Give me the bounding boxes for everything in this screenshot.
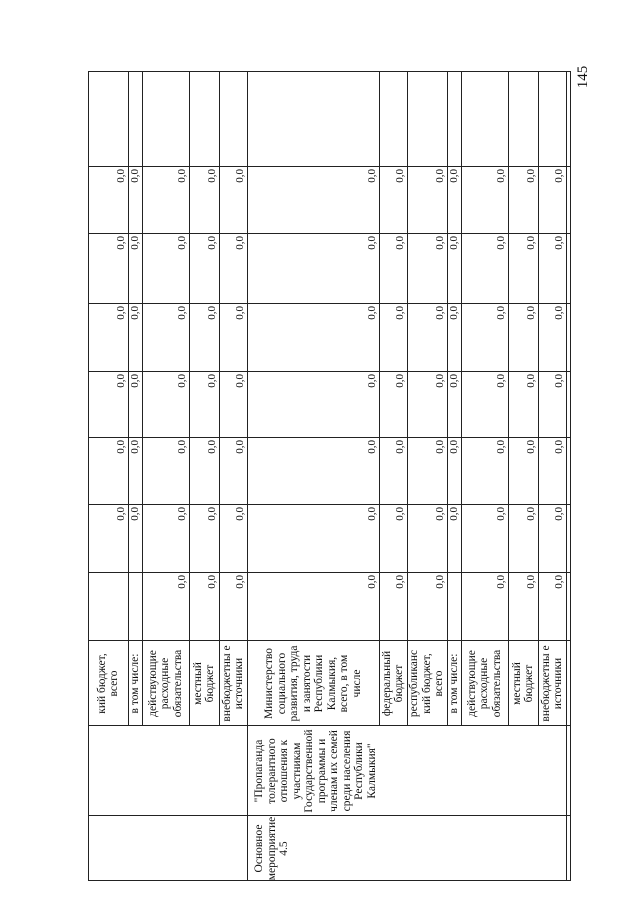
value-cell: 0,0: [525, 575, 537, 589]
value-cell: 0,0: [434, 440, 446, 454]
value-cell: 0,0: [129, 306, 141, 320]
value-cell: 0,0: [553, 374, 565, 388]
value-cell: 0,0: [394, 236, 406, 250]
value-cell: 0,0: [234, 169, 246, 183]
budget-table: [88, 72, 570, 881]
activity-title: "Пропаганда толерантного отношения к участникам Государственной программы и членам их семей среди населения Республики Калмыкия": [253, 729, 378, 813]
value-cell: 0,0: [553, 169, 565, 183]
value-cell: 0,0: [394, 306, 406, 320]
table-hline: [538, 72, 539, 726]
value-cell: 0,0: [434, 236, 446, 250]
value-cell: 0,0: [206, 306, 218, 320]
value-cell: 0,0: [234, 507, 246, 521]
value-cell: 0,0: [525, 507, 537, 521]
value-cell: 0,0: [115, 374, 127, 388]
value-cell: 0,0: [129, 440, 141, 454]
value-cell: 0,0: [553, 440, 565, 454]
page-number: 145: [575, 65, 591, 89]
value-cell: 0,0: [115, 440, 127, 454]
value-cell: 0,0: [366, 575, 378, 589]
activity-number: Основное мероприятие 4.5: [253, 816, 290, 881]
value-cell: 0,0: [206, 169, 218, 183]
value-cell: 0,0: [448, 306, 460, 320]
row-label: Министерство социального развития, труда и занятости Республики Калмыкия, всего, в том числе: [263, 645, 363, 722]
table-hline: [407, 72, 408, 726]
value-cell: 0,0: [525, 169, 537, 183]
value-cell: 0,0: [553, 306, 565, 320]
table-hline: [219, 72, 220, 726]
value-cell: 0,0: [206, 575, 218, 589]
value-cell: 0,0: [434, 507, 446, 521]
value-cell: 0,0: [495, 169, 507, 183]
row-label: кий бюджет, всего: [95, 653, 120, 714]
value-cell: 0,0: [366, 306, 378, 320]
value-cell: 0,0: [434, 306, 446, 320]
value-cell: 0,0: [434, 575, 446, 589]
value-cell: 0,0: [206, 374, 218, 388]
value-cell: 0,0: [115, 306, 127, 320]
row-label: в том числе:: [447, 653, 460, 714]
row-label: внебюджетны е источники: [539, 645, 564, 722]
value-cell: 0,0: [495, 236, 507, 250]
value-cell: 0,0: [394, 575, 406, 589]
value-cell: 0,0: [553, 507, 565, 521]
group-continuation-col2: [88, 726, 247, 816]
value-cell: 0,0: [234, 575, 246, 589]
value-cell: 0,0: [434, 169, 446, 183]
table-vline: [88, 71, 571, 72]
value-cell: 0,0: [366, 169, 378, 183]
value-cell: 0,0: [176, 507, 188, 521]
value-cell: 0,0: [448, 236, 460, 250]
table-hline: [142, 72, 143, 726]
group-continuation-col1: [88, 816, 247, 881]
value-cell: 0,0: [115, 169, 127, 183]
value-cell: 0,0: [525, 236, 537, 250]
value-cell: 0,0: [234, 236, 246, 250]
value-cell: 0,0: [495, 507, 507, 521]
value-cell: 0,0: [495, 440, 507, 454]
row-label: федеральный бюджет: [380, 650, 405, 717]
value-cell: 0,0: [525, 440, 537, 454]
value-cell: 0,0: [115, 236, 127, 250]
value-cell: 0,0: [553, 575, 565, 589]
value-cell: 0,0: [176, 575, 188, 589]
value-cell: 0,0: [176, 440, 188, 454]
table-hline: [379, 72, 380, 726]
value-cell: 0,0: [525, 306, 537, 320]
value-cell: 0,0: [366, 440, 378, 454]
value-cell: 0,0: [206, 507, 218, 521]
value-cell: 0,0: [234, 374, 246, 388]
table-hline: [570, 72, 571, 881]
value-cell: 0,0: [129, 236, 141, 250]
table-hline: [189, 72, 190, 726]
table-hline: [508, 72, 509, 726]
value-cell: 0,0: [366, 374, 378, 388]
value-cell: 0,0: [176, 306, 188, 320]
row-label: местный бюджет: [191, 662, 216, 705]
row-label: внебюджетны е источники: [220, 645, 245, 722]
value-cell: 0,0: [495, 306, 507, 320]
table-hline: [461, 72, 462, 726]
value-cell: 0,0: [448, 374, 460, 388]
value-cell: 0,0: [234, 306, 246, 320]
value-cell: 0,0: [394, 374, 406, 388]
value-cell: 0,0: [234, 440, 246, 454]
value-cell: 0,0: [495, 575, 507, 589]
value-cell: 0,0: [553, 236, 565, 250]
row-label: действующие расходные обязательства: [465, 649, 503, 718]
value-cell: 0,0: [448, 440, 460, 454]
value-cell: 0,0: [448, 169, 460, 183]
value-cell: 0,0: [366, 236, 378, 250]
value-cell: 0,0: [495, 374, 507, 388]
table-hline: [566, 72, 567, 881]
value-cell: 0,0: [394, 507, 406, 521]
value-cell: 0,0: [206, 440, 218, 454]
value-cell: 0,0: [129, 169, 141, 183]
row-label: местный бюджет: [510, 662, 535, 705]
row-label: в том числе:: [128, 653, 141, 714]
row-label: республиканс кий бюджет, всего: [408, 649, 446, 718]
value-cell: 0,0: [115, 507, 127, 521]
value-cell: 0,0: [448, 507, 460, 521]
value-cell: 0,0: [394, 169, 406, 183]
value-cell: 0,0: [394, 440, 406, 454]
row-label: действующие расходные обязательства: [146, 649, 184, 718]
value-cell: 0,0: [366, 507, 378, 521]
value-cell: 0,0: [434, 374, 446, 388]
value-cell: 0,0: [176, 236, 188, 250]
value-cell: 0,0: [206, 236, 218, 250]
value-cell: 0,0: [525, 374, 537, 388]
value-cell: 0,0: [176, 374, 188, 388]
value-cell: 0,0: [129, 374, 141, 388]
value-cell: 0,0: [176, 169, 188, 183]
value-cell: 0,0: [129, 507, 141, 521]
